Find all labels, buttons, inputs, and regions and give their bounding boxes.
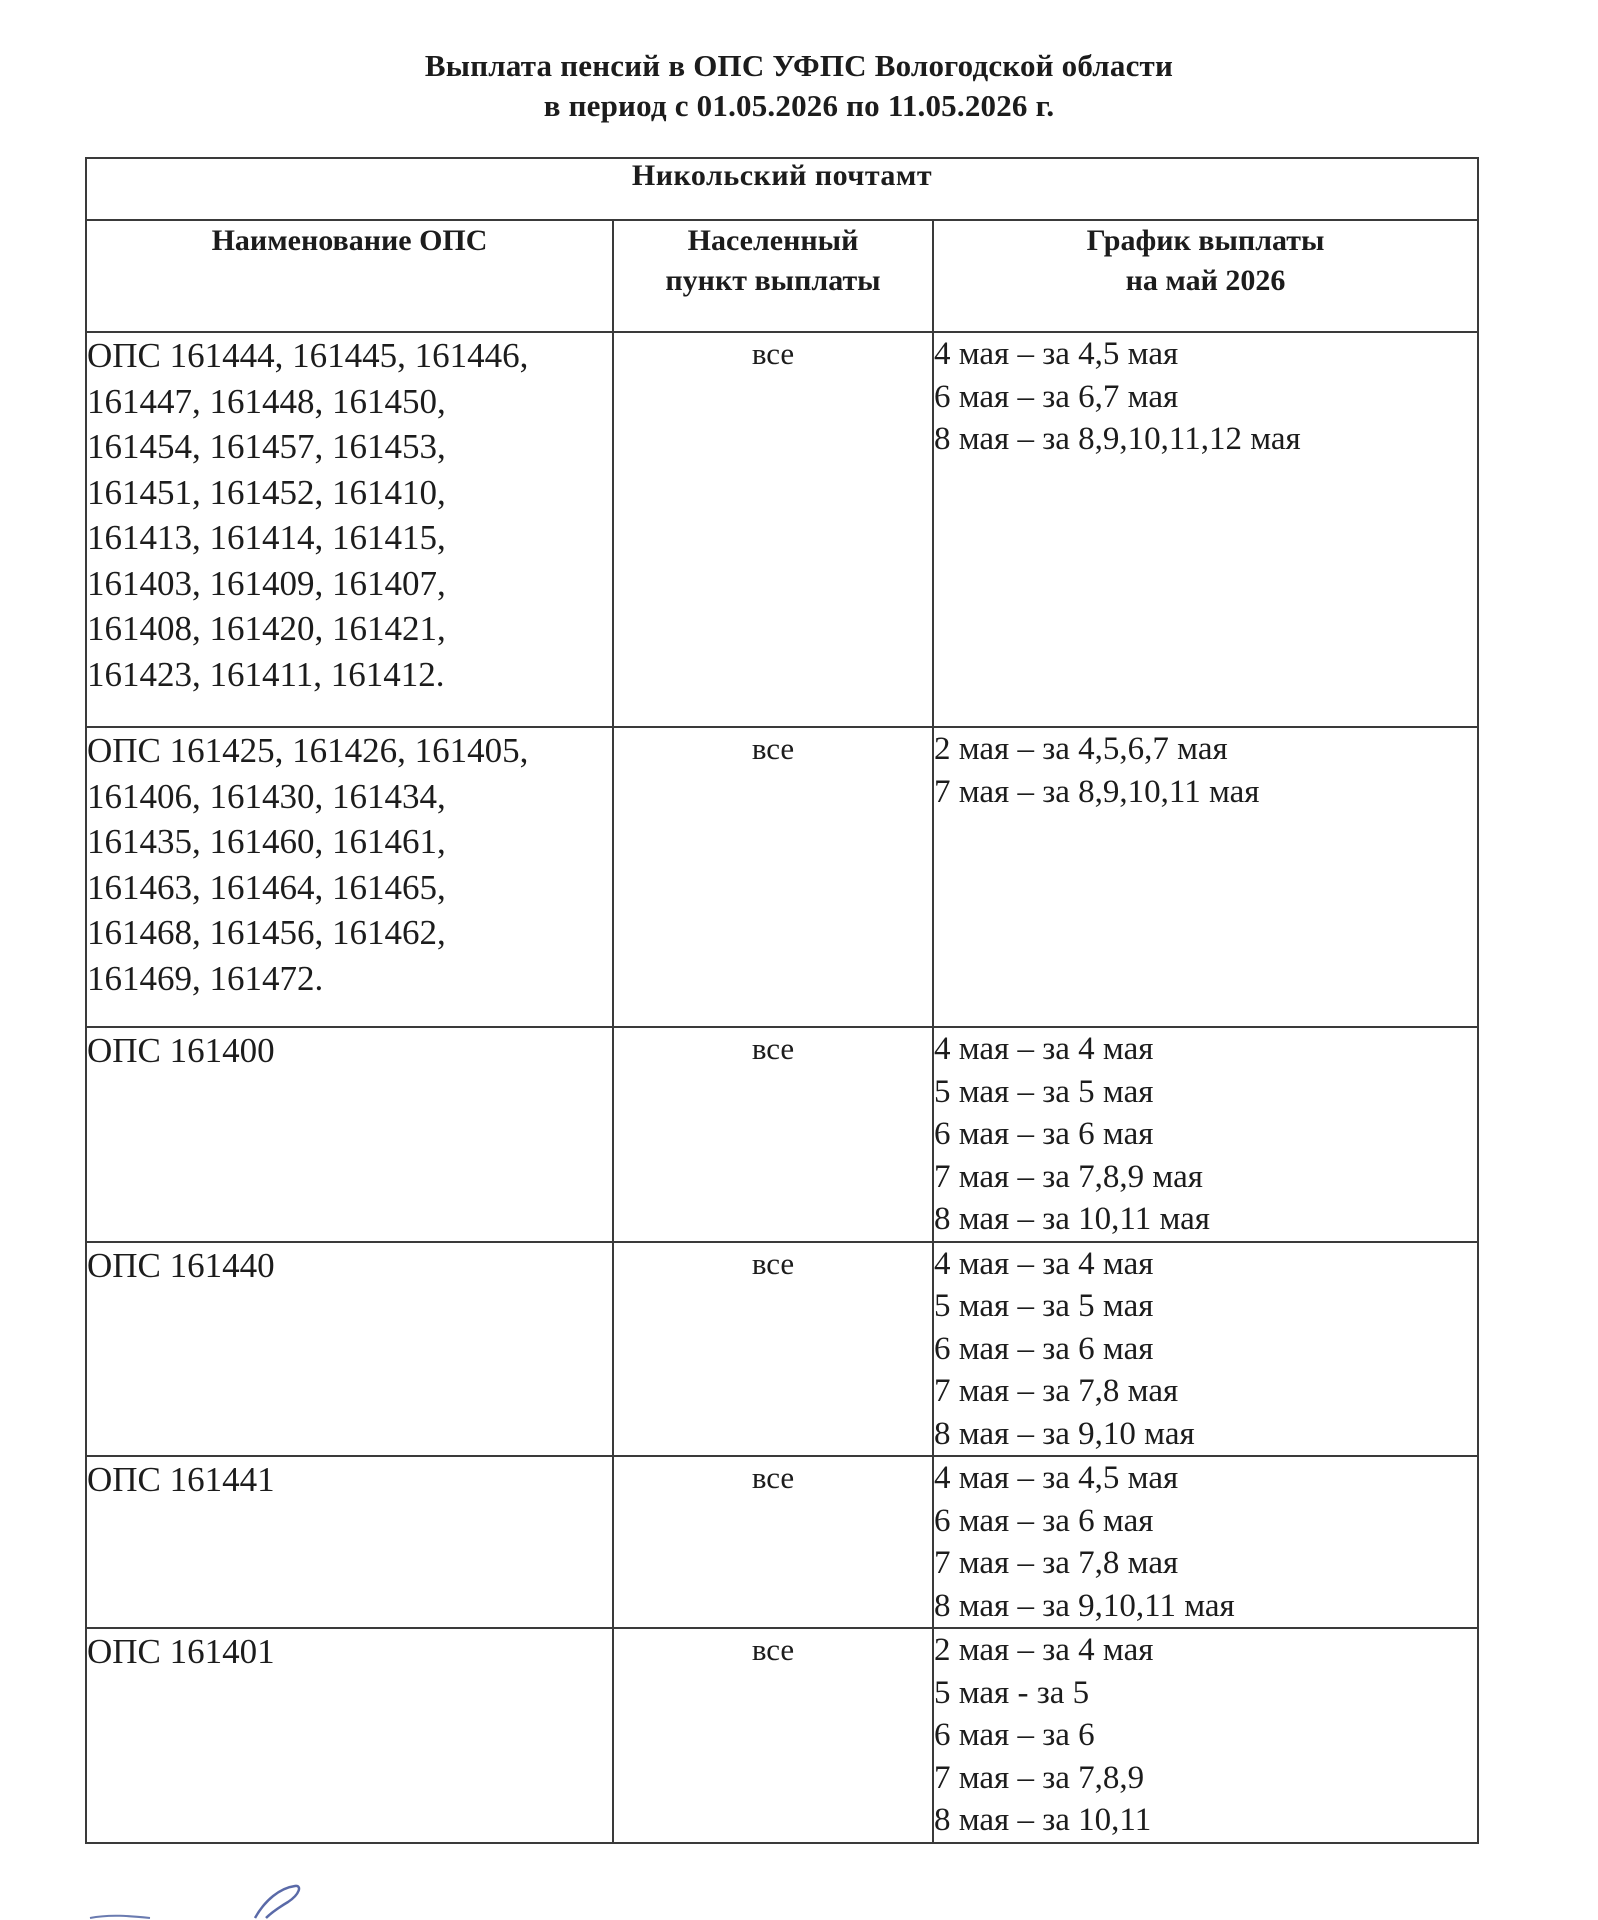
schedule-line: 4 мая – за 4,5 мая	[934, 336, 1179, 372]
header-ops-name	[86, 220, 613, 332]
schedule-line: 7 мая – за 7,8 мая	[934, 1373, 1179, 1409]
schedule-cell	[933, 332, 1478, 727]
ops-name-line: ОПС 161400	[87, 1031, 275, 1070]
schedule-line: 8 мая – за 9,10,11 мая	[934, 1587, 1235, 1624]
schedule-line: 7 мая – за 7,8,9 мая	[934, 1158, 1203, 1195]
settlement-cell: все	[613, 727, 933, 1027]
ops-name-line: 161413, 161414, 161415,	[87, 518, 446, 557]
table-body	[86, 332, 1478, 1843]
title-line-2: в период с 01.05.2026 по 11.05.2026 г.	[543, 88, 1055, 123]
ops-name-line: 161469, 161472.	[87, 958, 324, 998]
header-settlement-line-1: Населенный	[687, 224, 859, 257]
table-row	[86, 332, 1478, 727]
settlement-cell: все	[613, 1456, 933, 1628]
post-office-name: Никольский почтамт	[86, 158, 1478, 220]
ops-name-cell	[86, 1456, 613, 1628]
schedule-line: 6 мая – за 6 мая	[934, 1502, 1154, 1539]
ops-name-line: ОПС 161441	[87, 1460, 275, 1499]
ops-name-line: ОПС 161440	[87, 1245, 275, 1285]
schedule-line: 6 мая – за 6 мая	[934, 1330, 1154, 1367]
ops-name-line: 161435, 161460, 161461,	[87, 822, 446, 861]
schedule-cell	[933, 727, 1478, 1027]
schedule-line: 2 мая – за 4 мая	[934, 1632, 1154, 1668]
ops-name-cell	[86, 332, 613, 727]
header-schedule	[933, 220, 1478, 332]
schedule-line: 6 мая – за 6	[934, 1717, 1095, 1753]
schedule-line: 8 мая – за 10,11 мая	[934, 1201, 1210, 1237]
schedule-line: 7 мая – за 7,8,9	[934, 1759, 1145, 1796]
header-settlement-line-2: пункт выплаты	[665, 264, 881, 297]
ops-name-line: 161468, 161456, 161462,	[87, 913, 446, 952]
settlement-cell: все	[613, 332, 933, 727]
ops-name-line: 161463, 161464, 161465,	[87, 867, 446, 907]
schedule-line: 4 мая – за 4 мая	[934, 1245, 1154, 1282]
schedule-line: 4 мая – за 4 мая	[934, 1031, 1154, 1067]
ops-name-line: 161408, 161420, 161421,	[87, 609, 446, 648]
ops-name-line: ОПС 161444, 161445, 161446,	[87, 336, 529, 375]
header-ops-name-text: Наименование ОПС	[211, 224, 488, 257]
schedule-line: 8 мая – за 8,9,10,11,12 мая	[934, 421, 1301, 457]
ops-name-line: 161454, 161457, 161453,	[87, 427, 446, 466]
ops-name-line: ОПС 161401	[87, 1632, 275, 1671]
ops-name-cell	[86, 1628, 613, 1843]
schedule-line: 8 мая – за 10,11	[934, 1802, 1152, 1838]
header-schedule-line-2: на май 2026	[1125, 264, 1286, 297]
ops-name-line: 161451, 161452, 161410,	[87, 472, 446, 512]
header-settlement	[613, 220, 933, 332]
table-row	[86, 1027, 1478, 1242]
table-row	[86, 1456, 1478, 1628]
schedule-line: 2 мая – за 4,5,6,7 мая	[934, 731, 1228, 767]
ops-name-cell	[86, 1027, 613, 1242]
ops-name-line: 161403, 161409, 161407,	[87, 563, 446, 603]
table-row	[86, 727, 1478, 1027]
ops-name-line: ОПС 161425, 161426, 161405,	[87, 731, 529, 770]
signature-mark	[80, 1880, 340, 1920]
settlement-cell: все	[613, 1027, 933, 1242]
schedule-line: 4 мая – за 4,5 мая	[934, 1460, 1179, 1496]
ops-name-cell	[86, 727, 613, 1027]
ops-name-line: 161423, 161411, 161412.	[87, 654, 445, 694]
payment-schedule-table	[85, 157, 1479, 1844]
settlement-cell: все	[613, 1242, 933, 1457]
schedule-cell	[933, 1456, 1478, 1628]
schedule-cell	[933, 1242, 1478, 1457]
schedule-cell	[933, 1027, 1478, 1242]
schedule-line: 5 мая – за 5 мая	[934, 1073, 1154, 1110]
schedule-line: 5 мая – за 5 мая	[934, 1288, 1154, 1324]
ops-name-line: 161447, 161448, 161450,	[87, 381, 446, 421]
ops-name-cell	[86, 1242, 613, 1457]
page-title	[0, 46, 1598, 126]
schedule-line: 8 мая – за 9,10 мая	[934, 1415, 1195, 1452]
schedule-line: 5 мая - за 5	[934, 1674, 1090, 1711]
table-row	[86, 1242, 1478, 1457]
schedule-cell	[933, 1628, 1478, 1843]
schedule-line: 6 мая – за 6,7 мая	[934, 378, 1179, 415]
settlement-cell: все	[613, 1628, 933, 1843]
schedule-line: 7 мая – за 7,8 мая	[934, 1545, 1179, 1581]
table-row	[86, 1628, 1478, 1843]
schedule-line: 6 мая – за 6 мая	[934, 1116, 1154, 1152]
header-schedule-line-1: График выплаты	[1086, 224, 1325, 257]
schedule-line: 7 мая – за 8,9,10,11 мая	[934, 773, 1260, 810]
title-line-1: Выплата пенсий в ОПС УФПС Вологодской области	[424, 48, 1174, 83]
ops-name-line: 161406, 161430, 161434,	[87, 776, 446, 816]
